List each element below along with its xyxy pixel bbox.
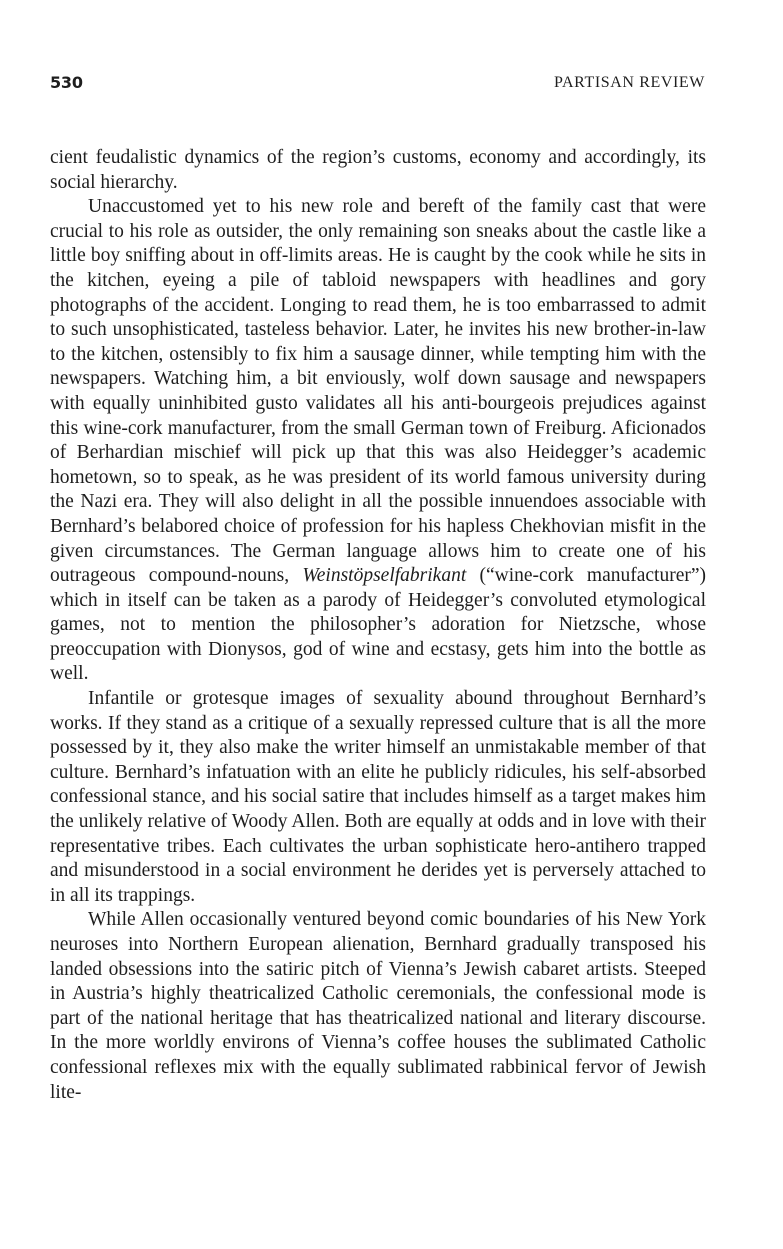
paragraph-text: (“wine-cork manufacturer”) which in itself can be taken as a parody of Heidegger’s convoluted etymological games, not to mention the philosopher’s adoration for Nietzsche, whose preoccupation with Dionysos, god of wine and ecstasy, gets him into the bottle as well. xyxy=(50,565,707,685)
paragraph-while-allen: While Allen occasionally ventured beyond comic boundaries of his New York neuroses into Northern European alienation, Bernhard gradually transposed his landed obsessions into the satiric pitch of Vienna’s Jewish cabaret artists. Steeped in Austria’s highly theatricalized Catholic ceremonials, the confessional mode is part of the national heritage that has theatricalized national and literary discourse. In the more worldly environs of Vienna’s coffee houses the sublimated Catholic confessional reflexes mix with the equally sublimated rabbinical fervor of Jewish lite- xyxy=(50,909,706,1103)
italic-term: Weinstöpselfabrikant xyxy=(302,565,467,587)
body-text xyxy=(50,146,706,1105)
paragraph-unaccustomed xyxy=(50,195,706,687)
journal-title: PARTISAN REVIEW xyxy=(553,74,705,91)
running-head xyxy=(50,73,705,97)
paragraph-infantile: Infantile or grotesque images of sexuality abound throughout Bernhard’s works. If they stand as a critique of a sexually repressed culture that is all the more possessed by it, they also make the writer himself an unmistakable member of that culture. Bernhard’s infatuation with an elite he publicly ridicules, his self-absorbed confessional stance, and his social satire that includes himself as a target makes him the unlikely relative of Woody Allen. Both are equally at odds and in love with their representative tribes. Each cultivates the urban sophisticate hero-antihero trapped and misunderstood in a social environment he derides yet is perversely attached to in all its trappings. xyxy=(50,688,706,906)
paragraph-continued: cient feudalistic dynamics of the region’s customs, economy and accordingly, its social hierarchy. xyxy=(50,147,706,193)
paragraph-text: Unaccustomed yet to his new role and bereft of the family cast that were crucial to his role as outsider, the only remaining son sneaks about the castle like a little boy sniffing about in off-limits areas. He is caught by the cook while he sits in the kitchen, eyeing a pile of tabloid newspapers with headlines and gory photographs of the accident. Longing to read them, he is too embarrassed to admit to such unsophisticated, tasteless behavior. Later, he invites his new brother-in-law to the kitchen, ostensibly to fix him a sausage dinner, while tempting him with the newspapers. Watching him, a bit enviously, wolf down sausage and newspapers with equally uninhibited gusto validates all his anti-bourgeois prejudices against this wine-cork manufacturer, from the small German town of Freiburg. Aficionados of Berhardian mischief will pick up that this was also Heidegger’s academic hometown, so to speak, as he was president of its world famous university during the Nazi era. They will also delight in all the possible innuendoes associable with Bernhard’s belabored choice of profession for his hapless Chekhovian misfit in the given circumstances. The German language allows him to create one of his outrageous compound-nouns, xyxy=(50,196,706,587)
page-number: 530 xyxy=(50,73,83,92)
